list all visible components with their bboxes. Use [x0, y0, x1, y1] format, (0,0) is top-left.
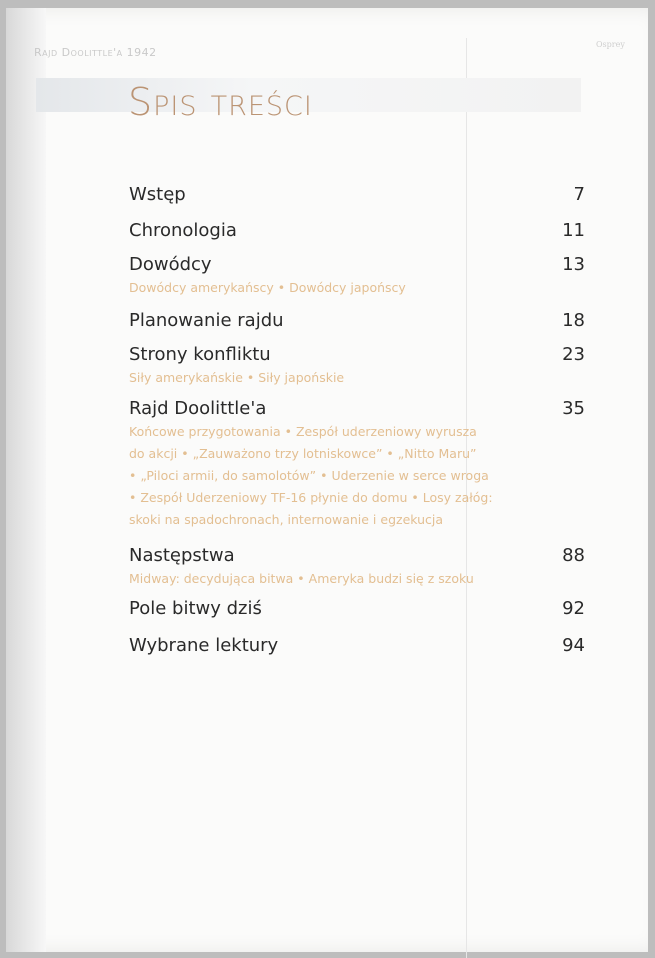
- toc-subentries: Siły amerykańskie • Siły japońskie: [129, 370, 345, 385]
- toc-row: [129, 219, 585, 243]
- toc-entry-page: 7: [573, 184, 585, 205]
- toc-entry[interactable]: [129, 597, 585, 621]
- toc-row: [129, 397, 585, 421]
- toc-entry-label: Wybrane lektury: [129, 635, 279, 656]
- toc-entry[interactable]: [129, 397, 585, 531]
- toc-entry-page: 92: [562, 598, 585, 619]
- toc-entry-label: Dowódcy: [129, 254, 212, 275]
- toc-subentries: Dowódcy amerykańscy • Dowódcy japońscy: [129, 280, 406, 295]
- toc-entry-label: Następstwa: [129, 545, 235, 566]
- toc-entry-label: Strony konfliktu: [129, 344, 271, 365]
- publisher-logo: Osprey: [596, 40, 625, 49]
- toc-entry[interactable]: [129, 343, 585, 389]
- page-spine-shadow: [6, 8, 46, 952]
- toc-entry-label: Pole bitwy dziś: [129, 598, 262, 619]
- toc-row: [129, 183, 585, 207]
- toc-entry-label: Planowanie rajdu: [129, 310, 284, 331]
- toc-subentries: Midway: decydująca bitwa • Ameryka budzi się z szoku: [129, 571, 474, 586]
- toc-entry-label: Chronologia: [129, 220, 237, 241]
- toc-subentries: • Zespół Uderzeniowy TF-16 płynie do domu • Losy załóg:: [129, 490, 493, 505]
- toc-row: [129, 634, 585, 658]
- toc-subentries: • „Piloci armii, do samolotów” • Uderzenie w serce wroga: [129, 468, 489, 483]
- toc-entry-label: Wstęp: [129, 184, 186, 205]
- toc-entry[interactable]: [129, 253, 585, 299]
- page-title: Spis treści: [128, 80, 313, 124]
- toc-entry-page: 23: [562, 344, 585, 365]
- toc-entry-label: Rajd Doolittle'a: [129, 398, 267, 419]
- toc-entry[interactable]: [129, 219, 585, 243]
- toc-entry-page: 11: [562, 220, 585, 241]
- toc-subentries: Końcowe przygotowania • Zespół uderzeniowy wyrusza: [129, 424, 477, 439]
- toc-entry[interactable]: [129, 634, 585, 658]
- toc-entry-page: 94: [562, 635, 585, 656]
- toc-row: [129, 309, 585, 333]
- running-header: Rajd Doolittle'a 1942: [34, 46, 157, 59]
- toc-row: [129, 544, 585, 568]
- toc-subentries: skoki na spadochronach, internowanie i egzekucja: [129, 512, 444, 527]
- toc-row: [129, 343, 585, 367]
- toc-entry-page: 35: [562, 398, 585, 419]
- toc-entry-page: 18: [562, 310, 585, 331]
- toc-entry[interactable]: [129, 309, 585, 333]
- toc-entry[interactable]: [129, 183, 585, 207]
- toc-subentries: do akcji • „Zauważono trzy lotniskowce” • „Nitto Maru”: [129, 446, 477, 461]
- toc-row: [129, 597, 585, 621]
- toc-row: [129, 253, 585, 277]
- document-page: [6, 8, 648, 952]
- toc-entry-page: 13: [562, 254, 585, 275]
- toc-entry[interactable]: [129, 544, 585, 590]
- toc-entry-page: 88: [562, 545, 585, 566]
